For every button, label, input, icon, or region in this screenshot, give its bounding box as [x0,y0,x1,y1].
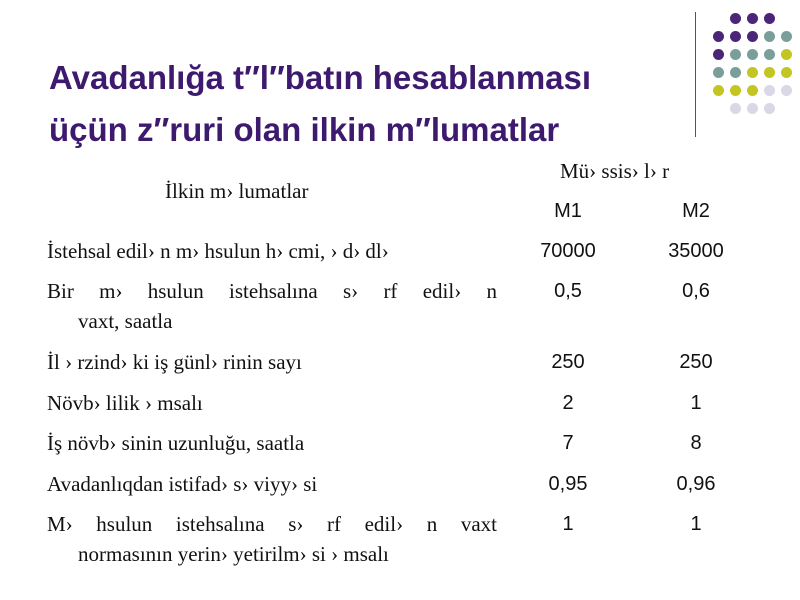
decorative-dot [764,103,775,114]
table-row-label: Növb› lilik › msalı [47,391,203,415]
table-row-m2-value: 1 [690,392,702,414]
slide-title-line-2: üçün z″ruri olan ilkin m″lumatlar [49,111,560,148]
decorative-dot [764,85,775,96]
table-row-m1-value: 70000 [540,240,596,262]
decorative-dot [730,103,741,114]
decorative-dot [730,85,741,96]
table-row-label-cont: vaxt, saatla [78,309,173,333]
table-row-m1-value: 7 [562,432,574,454]
table-row-label: Bir m› hsulun istehsalına s› rf edil› n [47,279,497,303]
table-row-m1-value: 250 [551,351,585,373]
decorative-dot [747,85,758,96]
decorative-dot [713,49,724,60]
decorative-dot [781,67,792,78]
decorative-dot [713,85,724,96]
table-row-m1-value: 0,5 [554,280,582,302]
table-row-m2-value: 0,96 [676,473,716,495]
table-row-m2-value: 0,6 [682,280,710,302]
decorative-dot [764,49,775,60]
decorative-dot [747,103,758,114]
table-header-group: Mü› ssis› l› r [560,159,670,183]
table-row-label-cont: normasının yerin› yetirilm› si › msalı [78,542,389,566]
table-row-m1-value: 0,95 [548,473,588,495]
decorative-dot [764,67,775,78]
decorative-dot [730,49,741,60]
table-row-m2-value: 250 [679,351,713,373]
table-header-label: İlkin m› lumatlar [165,179,309,203]
decorative-dot [713,31,724,42]
decorative-dot [781,31,792,42]
decorative-dot [730,13,741,24]
table-row-m2-value: 35000 [668,240,724,262]
decorative-dot [747,67,758,78]
decorative-dot [747,13,758,24]
slide-title-line-1: Avadanlığa t″l″batın hesablanması [49,59,592,96]
decorative-dot [781,49,792,60]
table-header-col-m1: M1 [554,200,582,222]
table-header-col-m2: M2 [682,200,710,222]
decorative-dot [730,31,741,42]
decorative-dot [713,67,724,78]
decorative-dot [730,67,741,78]
table-row-label: İl › rzind› ki iş günl› rinin sayı [47,350,302,374]
decorative-dot [747,49,758,60]
slide-title [49,52,699,156]
table-row-label: İş növb› sinin uzunluğu, saatla [47,431,305,455]
table-row-label: İstehsal edil› n m› hsulun h› cmi, › d› dl› [47,239,389,263]
table-row-m2-value: 8 [690,432,702,454]
table-row-m1-value: 2 [562,392,574,414]
decorative-dot [764,13,775,24]
table-row-m1-value: 1 [562,513,574,535]
table-row-label: M› hsulun istehsalına s› rf edil› n vaxt [47,512,497,536]
decorative-dot [764,31,775,42]
decorative-dot [781,85,792,96]
table-row-label: Avadanlıqdan istifad› s› viyy› si [47,472,318,496]
table-row-m2-value: 1 [690,513,702,535]
decorative-dot [747,31,758,42]
